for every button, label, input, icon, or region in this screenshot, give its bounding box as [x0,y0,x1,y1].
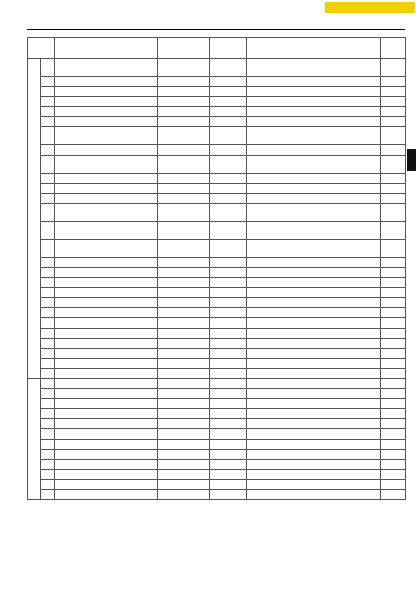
unit-cell [210,399,247,409]
remarks-cell [247,203,381,221]
row-number [41,173,55,183]
unit-cell [210,257,247,267]
table-row [28,389,406,399]
row-number [41,127,55,145]
table-row [28,97,406,107]
work-to-be-done [158,221,210,239]
row-number [41,203,55,221]
row-number [41,399,55,409]
remarks-cell [247,378,381,388]
work-to-be-done [158,318,210,328]
group-label [28,59,41,379]
work-to-be-done [158,358,210,368]
remarks-cell [247,173,381,183]
table-row [28,193,406,203]
row-number [41,389,55,399]
work-to-be-done [158,469,210,479]
unit-cell [210,449,247,459]
equipment-portion [55,239,158,257]
hour-cell [381,203,406,221]
unit-cell [210,288,247,298]
equipment-portion [55,389,158,399]
table-row [28,278,406,288]
row-number [41,328,55,338]
unit-cell [210,298,247,308]
table-row [28,183,406,193]
remarks-cell [247,469,381,479]
work-to-be-done [158,127,210,145]
hour-cell [381,429,406,439]
table-row [28,117,406,127]
work-to-be-done [158,368,210,378]
equipment-portion [55,298,158,308]
unit-cell [210,145,247,155]
row-number [41,107,55,117]
unit-cell [210,267,247,277]
work-to-be-done [158,399,210,409]
table-body [28,59,406,500]
equipment-portion [55,419,158,429]
unit-cell [210,419,247,429]
table-row [28,399,406,409]
equipment-portion [55,173,158,183]
equipment-portion [55,358,158,368]
row-number [41,409,55,419]
row-number [41,490,55,500]
remarks-cell [247,318,381,328]
unit-cell [210,278,247,288]
remarks-cell [247,117,381,127]
remarks-cell [247,328,381,338]
table-row [28,409,406,419]
table-row [28,203,406,221]
equipment-portion [55,469,158,479]
unit-cell [210,77,247,87]
table-row [28,348,406,358]
unit-cell [210,155,247,173]
work-to-be-done [158,459,210,469]
table-row [28,439,406,449]
equipment-portion [55,183,158,193]
unit-cell [210,87,247,97]
hour-cell [381,183,406,193]
row-number [41,221,55,239]
work-to-be-done [158,439,210,449]
row-number [41,479,55,489]
hour-cell [381,239,406,257]
unit-cell [210,183,247,193]
unit-cell [210,429,247,439]
remarks-cell [247,193,381,203]
unit-cell [210,409,247,419]
row-number [41,59,55,77]
equipment-portion [55,267,158,277]
hour-cell [381,389,406,399]
hour-cell [381,409,406,419]
row-number [41,419,55,429]
table-row [28,107,406,117]
col-header-work [158,38,210,59]
equipment-portion [55,87,158,97]
row-number [41,429,55,439]
unit-cell [210,358,247,368]
remarks-cell [247,358,381,368]
remarks-cell [247,257,381,267]
remarks-cell [247,239,381,257]
hour-cell [381,469,406,479]
work-to-be-done [158,449,210,459]
row-number [41,449,55,459]
remarks-cell [247,459,381,469]
unit-cell [210,193,247,203]
remarks-cell [247,368,381,378]
work-to-be-done [158,59,210,77]
work-to-be-done [158,298,210,308]
work-to-be-done [158,173,210,183]
table-row [28,469,406,479]
row-number [41,278,55,288]
table-row [28,257,406,267]
work-to-be-done [158,288,210,298]
table-row [28,338,406,348]
table-row [28,288,406,298]
table-row [28,127,406,145]
table-row [28,173,406,183]
equipment-portion [55,479,158,489]
hour-cell [381,358,406,368]
hour-cell [381,328,406,338]
remarks-cell [247,429,381,439]
unit-cell [210,338,247,348]
table-row [28,378,406,388]
table-row [28,479,406,489]
remarks-cell [247,145,381,155]
remarks-cell [247,183,381,193]
equipment-portion [55,449,158,459]
hour-cell [381,193,406,203]
hour-cell [381,221,406,239]
row-number [41,308,55,318]
hour-cell [381,145,406,155]
hour-cell [381,449,406,459]
work-to-be-done [158,338,210,348]
remarks-cell [247,107,381,117]
unit-cell [210,173,247,183]
work-to-be-done [158,429,210,439]
work-to-be-done [158,77,210,87]
unit-cell [210,203,247,221]
row-number [41,378,55,388]
unit-cell [210,59,247,77]
table-row [28,145,406,155]
equipment-portion [55,338,158,348]
remarks-cell [247,59,381,77]
remarks-cell [247,439,381,449]
table-row [28,328,406,338]
hour-cell [381,97,406,107]
work-to-be-done [158,193,210,203]
hour-cell [381,87,406,97]
remarks-cell [247,97,381,107]
work-to-be-done [158,389,210,399]
table-row [28,221,406,239]
work-to-be-done [158,183,210,193]
hour-cell [381,459,406,469]
unit-cell [210,459,247,469]
unit-cell [210,97,247,107]
row-number [41,267,55,277]
equipment-portion [55,399,158,409]
copyright-badge [325,2,415,13]
work-to-be-done [158,239,210,257]
remarks-cell [247,338,381,348]
table-row [28,155,406,173]
work-to-be-done [158,278,210,288]
row-number [41,459,55,469]
hour-cell [381,378,406,388]
remarks-cell [247,348,381,358]
work-to-be-done [158,117,210,127]
hour-cell [381,257,406,267]
row-number [41,368,55,378]
row-number [41,183,55,193]
row-number [41,288,55,298]
unit-cell [210,439,247,449]
table-row [28,239,406,257]
table-row [28,87,406,97]
row-number [41,298,55,308]
table-row [28,59,406,77]
table-row [28,459,406,469]
table-header-row [28,38,406,59]
remarks-cell [247,389,381,399]
unit-cell [210,490,247,500]
unit-cell [210,318,247,328]
work-to-be-done [158,267,210,277]
equipment-portion [55,59,158,77]
work-to-be-done [158,490,210,500]
work-to-be-done [158,107,210,117]
equipment-portion [55,203,158,221]
unit-cell [210,368,247,378]
hour-cell [381,127,406,145]
table-row [28,318,406,328]
remarks-cell [247,127,381,145]
work-to-be-done [158,155,210,173]
work-to-be-done [158,308,210,318]
work-to-be-done [158,145,210,155]
equipment-portion [55,117,158,127]
hour-cell [381,348,406,358]
hour-cell [381,399,406,409]
remarks-cell [247,267,381,277]
equipment-portion [55,278,158,288]
unit-cell [210,308,247,318]
work-to-be-done [158,378,210,388]
table-row [28,77,406,87]
equipment-portion [55,77,158,87]
row-number [41,348,55,358]
remarks-cell [247,221,381,239]
unit-cell [210,389,247,399]
col-header-remarks [247,38,381,59]
work-to-be-done [158,203,210,221]
col-header-hour [381,38,406,59]
unit-cell [210,221,247,239]
work-to-be-done [158,328,210,338]
hour-cell [381,479,406,489]
row-number [41,469,55,479]
remarks-cell [247,479,381,489]
equipment-portion [55,97,158,107]
remarks-cell [247,399,381,409]
work-to-be-done [158,257,210,267]
table-row [28,267,406,277]
unit-cell [210,117,247,127]
row-number [41,239,55,257]
hour-cell [381,368,406,378]
equipment-portion [55,348,158,358]
hour-cell [381,117,406,127]
table-row [28,358,406,368]
row-number [41,439,55,449]
hour-cell [381,173,406,183]
table-row [28,298,406,308]
table-row [28,368,406,378]
remarks-cell [247,298,381,308]
equipment-portion [55,145,158,155]
hour-cell [381,155,406,173]
col-header-equipment [55,38,158,59]
hour-cell [381,278,406,288]
col-header-group [28,38,55,59]
unit-cell [210,107,247,117]
remarks-cell [247,490,381,500]
equipment-portion [55,328,158,338]
work-to-be-done [158,97,210,107]
unit-cell [210,127,247,145]
hour-cell [381,59,406,77]
row-number [41,77,55,87]
row-number [41,358,55,368]
group-label [28,378,41,499]
hour-cell [381,490,406,500]
equipment-portion [55,107,158,117]
row-number [41,155,55,173]
unit-cell [210,239,247,257]
table-row [28,449,406,459]
unit-cell [210,479,247,489]
header-divider [27,29,405,30]
hour-cell [381,77,406,87]
row-number [41,87,55,97]
col-header-unit [210,38,247,59]
hour-cell [381,288,406,298]
equipment-portion [55,257,158,267]
row-number [41,193,55,203]
remarks-cell [247,87,381,97]
hour-cell [381,298,406,308]
equipment-portion [55,193,158,203]
row-number [41,97,55,107]
maintenance-time-table [27,37,406,500]
table-row [28,490,406,500]
table-row [28,429,406,439]
equipment-portion [55,127,158,145]
work-to-be-done [158,87,210,97]
hour-cell [381,439,406,449]
equipment-portion [55,429,158,439]
work-to-be-done [158,479,210,489]
hour-cell [381,419,406,429]
remarks-cell [247,449,381,459]
equipment-portion [55,308,158,318]
hour-cell [381,308,406,318]
work-to-be-done [158,409,210,419]
remarks-cell [247,409,381,419]
hour-cell [381,107,406,117]
row-number [41,257,55,267]
equipment-portion [55,378,158,388]
remarks-cell [247,278,381,288]
remarks-cell [247,419,381,429]
remarks-cell [247,308,381,318]
remarks-cell [247,288,381,298]
equipment-portion [55,439,158,449]
unit-cell [210,328,247,338]
unit-cell [210,348,247,358]
work-to-be-done [158,419,210,429]
unit-cell [210,378,247,388]
row-number [41,145,55,155]
equipment-portion [55,288,158,298]
equipment-portion [55,318,158,328]
equipment-portion [55,368,158,378]
work-to-be-done [158,348,210,358]
row-number [41,338,55,348]
row-number [41,318,55,328]
remarks-cell [247,155,381,173]
row-number [41,117,55,127]
table-row [28,419,406,429]
equipment-portion [55,409,158,419]
hour-cell [381,338,406,348]
hour-cell [381,267,406,277]
remarks-cell [247,77,381,87]
table-row [28,308,406,318]
unit-cell [210,469,247,479]
hour-cell [381,318,406,328]
equipment-portion [55,490,158,500]
equipment-portion [55,155,158,173]
equipment-portion [55,221,158,239]
equipment-portion [55,459,158,469]
section-tab-marker [407,149,416,171]
